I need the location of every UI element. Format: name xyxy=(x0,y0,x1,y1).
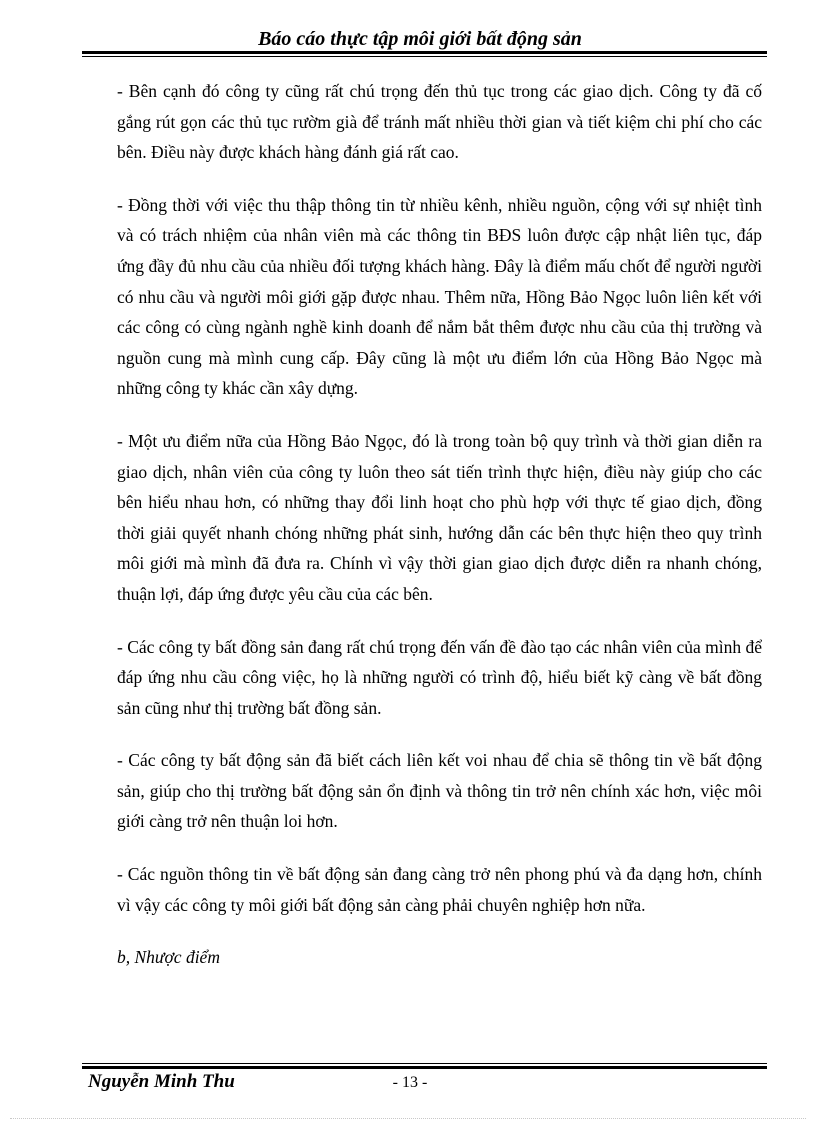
page-header-title: Báo cáo thực tập môi giới bất động sản xyxy=(258,28,582,50)
page-edge-divider xyxy=(10,1118,806,1119)
body-paragraph: - Các công ty bất động sản đã biết cách liên kết voi nhau để chia sẽ thông tin về bất động sản, giúp cho thị trường bất động sản ổn định và thông tin trở nên chính xác hơn, việc môi giới càng trở nên thuận loi hơn. xyxy=(117,750,762,832)
footer-author: Nguyễn Minh Thu xyxy=(88,1071,235,1092)
body-paragraph: - Các nguồn thông tin về bất động sản đang càng trở nên phong phú và đa dạng hơn, chính vì vậy các công ty môi giới bất động sản càng phải chuyên nghiệp hơn nữa. xyxy=(117,864,762,915)
document-body xyxy=(117,76,762,995)
page-number: - 13 - xyxy=(392,1074,428,1091)
header-divider-thin xyxy=(82,56,767,57)
body-paragraph: - Đồng thời với việc thu thập thông tin từ nhiều kênh, nhiều nguồn, cộng với sự nhiệt tình và có trách nhiệm của nhân viên mà các thông tin BĐS luôn được cập nhật liên tục, đáp ứng đầy đủ nhu cầu của nhiều đối tượng khách hàng. Đây là điểm mấu chốt để người người có nhu cầu và người môi giới gặp được nhau. Thêm nữa, Hồng Bảo Ngọc luôn liên kết với các công có cùng ngành nghề kinh doanh để nắm bắt thêm được nhu cầu của thị trường và nguồn cung mà mình cung cấp. Đây cũng là một ưu điểm lớn của Hồng Bảo Ngọc mà những công ty khác cần xây dựng. xyxy=(117,194,762,399)
body-paragraph: - Các công ty bất đồng sản đang rất chú trọng đến vấn đề đào tạo các nhân viên của mình để đáp ứng nhu cầu công việc, họ là những người có trình độ, hiểu biết kỹ càng về bất đồng sản cũng như thị trường bất đồng sản. xyxy=(117,636,762,718)
footer-divider-thick xyxy=(82,1066,767,1069)
section-subheading: b, Nhược điểm xyxy=(117,947,220,968)
body-paragraph: - Một ưu điểm nữa của Hồng Bảo Ngọc, đó là trong toàn bộ quy trình và thời gian diễn ra giao dịch, nhân viên của công ty luôn theo sát tiến trình thực hiện, điều này giúp cho các bên hiểu nhau hơn, có những thay đổi linh hoạt cho phù hợp với thực tế giao dịch, đồng thời giải quyết nhanh chóng những phát sinh, hướng dẫn các bên thực hiện theo quy trình môi giới mà mình đã đưa ra. Chính vì vậy thời gian giao dịch được diễn ra nhanh chóng, thuận lợi, đáp ứng được yêu cầu của các bên. xyxy=(117,430,762,604)
body-paragraph: - Bên cạnh đó công ty cũng rất chú trọng đến thủ tục trong các giao dịch. Công ty đã cố gắng rút gọn các thủ tục rườm già để tránh mất nhiều thời gian và tiết kiệm chi phí cho các bên. Điều này được khách hàng đánh giá rất cao. xyxy=(117,81,762,163)
header-divider-thick xyxy=(82,51,767,54)
footer-divider-thin xyxy=(82,1063,767,1064)
